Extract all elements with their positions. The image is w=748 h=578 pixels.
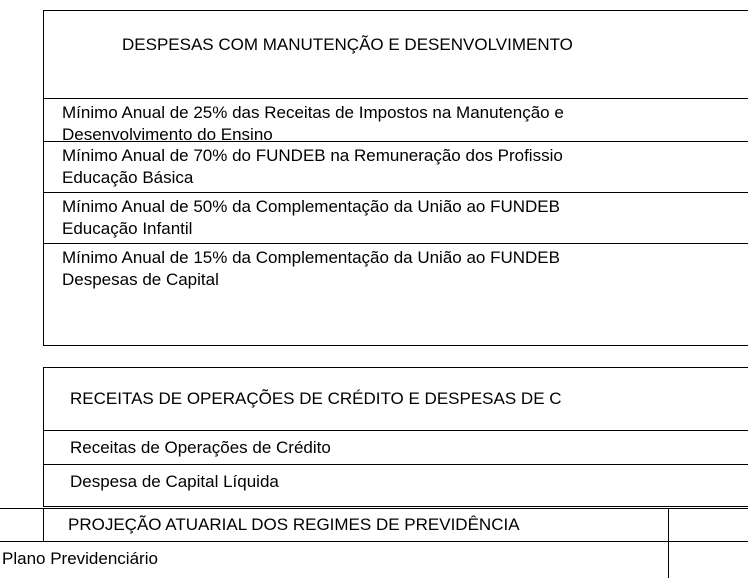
table-row [0,541,748,578]
credit-operations-table [43,367,748,507]
row-text-line2: Desenvolvimento do Ensino [62,125,273,144]
actuarial-projection-table [0,508,748,578]
row-text-line1: Mínimo Anual de 70% do FUNDEB na Remuneração dos Profissio [62,146,563,165]
row-text-line1: Mínimo Anual de 25% das Receitas de Impostos na Manutenção e [62,103,564,122]
row-text-line2: Educação Infantil [62,219,193,238]
row-text-line2: Despesas de Capital [62,270,219,289]
row-text: Plano Previdenciário [2,549,158,568]
mde-table-title: DESPESAS COM MANUTENÇÃO E DESENVOLVIMENTO [122,35,573,54]
actuarial-table-title: PROJEÇÃO ATUARIAL DOS REGIMES DE PREVIDÊNCIA [68,515,520,534]
table-left-border [43,509,44,541]
row-text: Despesa de Capital Líquida [70,472,279,491]
table-row [44,141,748,191]
row-text-line1: Mínimo Anual de 15% da Complementação da União ao FUNDEB [62,248,560,267]
row-text-line1: Mínimo Anual de 50% da Complementação da União ao FUNDEB [62,197,560,216]
credit-table-title: RECEITAS DE OPERAÇÕES DE CRÉDITO E DESPESAS DE C [70,389,562,408]
row-text: Receitas de Operações de Crédito [70,438,331,457]
table-row [44,243,748,346]
mde-expenses-table [43,10,748,346]
table-row [44,430,748,464]
row-text-line2: Educação Básica [62,168,194,187]
table-row [44,192,748,242]
table-row [44,464,748,508]
